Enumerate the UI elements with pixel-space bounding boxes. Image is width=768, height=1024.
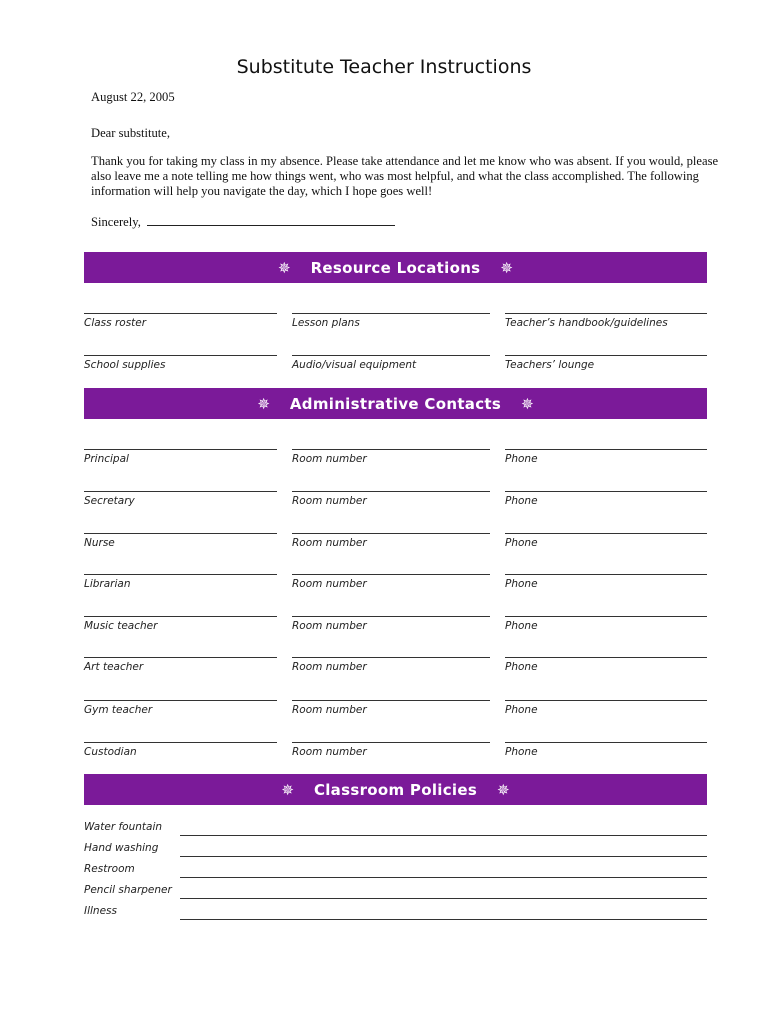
field-label: Secretary [84, 495, 135, 507]
policy-line[interactable] [180, 877, 707, 878]
field-music-teacher-phone[interactable] [505, 616, 707, 632]
field-label: Audio/visual equipment [292, 359, 417, 371]
flourish-right-icon: ✵ [500, 258, 513, 277]
letter-salutation: Dear substitute, [91, 126, 171, 140]
field-label: Room number [292, 620, 367, 632]
policy-line[interactable] [180, 835, 707, 836]
field-music-teacher[interactable] [84, 616, 277, 632]
policy-label: Water fountain [84, 821, 163, 833]
field-school-supplies[interactable] [84, 355, 277, 371]
policy-water-fountain[interactable] [84, 817, 707, 838]
signature-line[interactable] [147, 214, 395, 226]
policy-illness[interactable] [84, 901, 707, 922]
field-principal[interactable] [84, 449, 277, 465]
resource-locations-heading: Resource Locations [310, 258, 481, 277]
policy-label: Hand washing [84, 842, 159, 854]
administrative-contacts-banner [84, 388, 707, 419]
field-secretary-room[interactable] [292, 491, 490, 507]
page-title: Substitute Teacher Instructions [236, 56, 532, 78]
flourish-left-icon: ✵ [257, 394, 270, 413]
policy-line[interactable] [180, 898, 707, 899]
policy-label: Restroom [84, 863, 135, 875]
field-lesson-plans[interactable] [292, 313, 490, 329]
field-label: Music teacher [84, 620, 158, 632]
field-label: Class roster [84, 317, 147, 329]
field-label: Room number [292, 746, 367, 758]
field-label: Room number [292, 661, 367, 673]
classroom-policies-heading: Classroom Policies [313, 780, 478, 799]
field-label: Phone [505, 746, 538, 758]
field-librarian[interactable] [84, 574, 277, 590]
field-label: Custodian [84, 746, 137, 758]
field-label: Phone [505, 453, 538, 465]
flourish-right-icon: ✵ [521, 394, 534, 413]
field-label: Principal [84, 453, 129, 465]
policy-line[interactable] [180, 919, 707, 920]
field-art-teacher[interactable] [84, 657, 277, 673]
policy-label: Pencil sharpener [84, 884, 172, 896]
field-label: Phone [505, 661, 538, 673]
field-label: Phone [505, 495, 538, 507]
field-label: Lesson plans [292, 317, 360, 329]
policy-restroom[interactable] [84, 859, 707, 880]
field-label: Nurse [84, 537, 115, 549]
field-music-teacher-room[interactable] [292, 616, 490, 632]
field-secretary-phone[interactable] [505, 491, 707, 507]
flourish-left-icon: ✵ [278, 258, 291, 277]
field-label: Phone [505, 704, 538, 716]
field-librarian-phone[interactable] [505, 574, 707, 590]
field-nurse-phone[interactable] [505, 533, 707, 549]
field-label: School supplies [84, 359, 166, 371]
closing-text: Sincerely, [91, 215, 141, 229]
field-secretary[interactable] [84, 491, 277, 507]
administrative-contacts-heading: Administrative Contacts [289, 394, 502, 413]
field-principal-room[interactable] [292, 449, 490, 465]
field-teachers-lounge[interactable] [505, 355, 707, 371]
field-label: Room number [292, 537, 367, 549]
policy-line[interactable] [180, 856, 707, 857]
field-class-roster[interactable] [84, 313, 277, 329]
letter-date: August 22, 2005 [91, 90, 175, 104]
field-nurse[interactable] [84, 533, 277, 549]
field-teachers-handbook[interactable] [505, 313, 707, 329]
policy-hand-washing[interactable] [84, 838, 707, 859]
field-art-teacher-phone[interactable] [505, 657, 707, 673]
field-principal-phone[interactable] [505, 449, 707, 465]
resource-locations-banner [84, 252, 707, 283]
letter-closing [91, 214, 395, 230]
policy-pencil-sharpener[interactable] [84, 880, 707, 901]
field-label: Phone [505, 537, 538, 549]
field-label: Teacher’s handbook/guidelines [505, 317, 668, 329]
field-label: Phone [505, 578, 538, 590]
flourish-right-icon: ✵ [497, 780, 510, 799]
field-label: Librarian [84, 578, 131, 590]
field-librarian-room[interactable] [292, 574, 490, 590]
field-label: Room number [292, 704, 367, 716]
policy-label: Illness [84, 905, 117, 917]
field-gym-teacher-room[interactable] [292, 700, 490, 716]
field-label: Room number [292, 495, 367, 507]
field-nurse-room[interactable] [292, 533, 490, 549]
letter-body: Thank you for taking my class in my absence. Please take attendance and let me know who was absent. If you would, please also leave me a note telling me how things went, who was most helpful, and what the class accomplished. The following information will help you navigate the day, which I hope goes well! [91, 154, 719, 198]
field-label: Room number [292, 578, 367, 590]
flourish-left-icon: ✵ [281, 780, 294, 799]
field-label: Teachers’ lounge [505, 359, 595, 371]
field-custodian-phone[interactable] [505, 742, 707, 758]
field-gym-teacher-phone[interactable] [505, 700, 707, 716]
field-custodian-room[interactable] [292, 742, 490, 758]
field-custodian[interactable] [84, 742, 277, 758]
field-art-teacher-room[interactable] [292, 657, 490, 673]
field-gym-teacher[interactable] [84, 700, 277, 716]
field-label: Art teacher [84, 661, 144, 673]
field-audio-visual-equipment[interactable] [292, 355, 490, 371]
field-label: Room number [292, 453, 367, 465]
field-label: Phone [505, 620, 538, 632]
field-label: Gym teacher [84, 704, 153, 716]
classroom-policies-banner [84, 774, 707, 805]
